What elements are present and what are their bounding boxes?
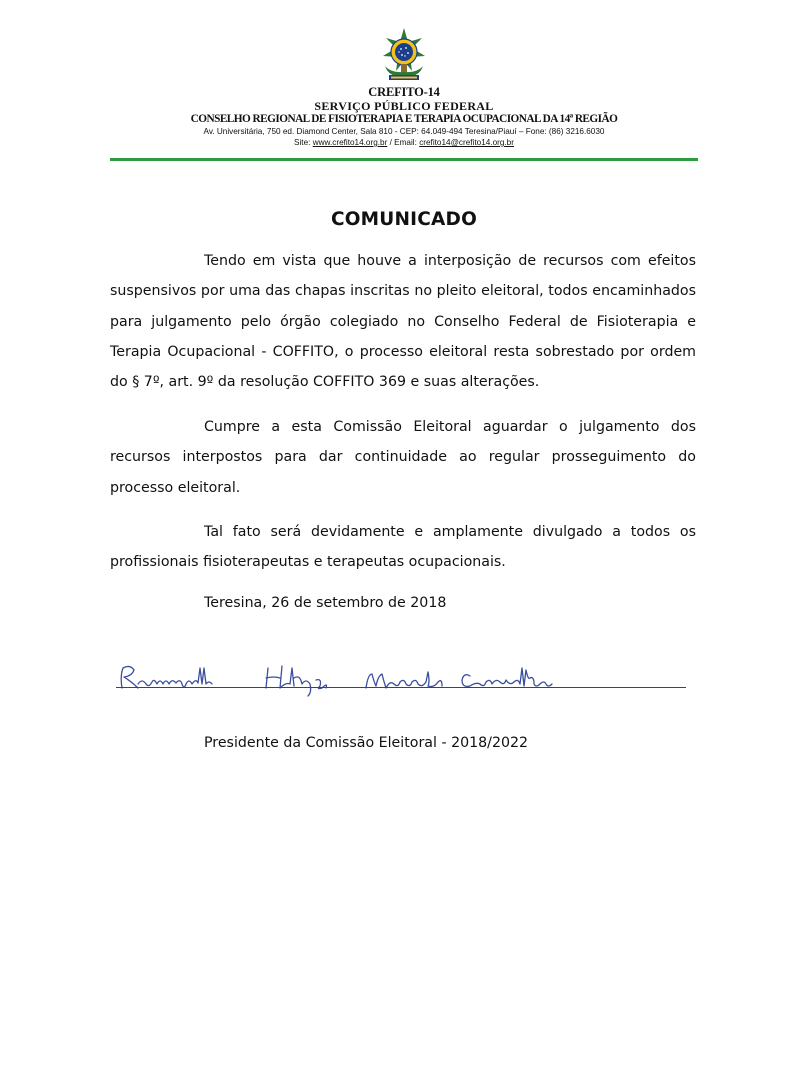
- letterhead: [110, 26, 698, 148]
- email-label: / Email:: [387, 138, 420, 147]
- org-full-name: CONSELHO REGIONAL DE FISIOTERAPIA E TERAPIA OCUPACIONAL DA 14ª REGIÃO: [190, 113, 618, 125]
- signature-line: [116, 687, 686, 688]
- org-address: Av. Universitária, 750 ed. Diamond Center, Sala 810 - CEP: 64.049-494 Teresina/Piauí – Fone: (86) 3216.6030: [203, 127, 605, 136]
- date-line: Teresina, 26 de setembro de 2018: [204, 595, 447, 611]
- org-short-name: CREFITO-14: [368, 85, 440, 99]
- signer-role: Presidente da Comissão Eleitoral - 2018/2022: [204, 735, 529, 751]
- document-title: COMUNICADO: [330, 209, 478, 230]
- site-link[interactable]: www.crefito14.org.br: [312, 138, 388, 147]
- email-link[interactable]: crefito14@crefito14.org.br: [419, 138, 514, 147]
- body-paragraph-2: Cumpre a esta Comissão Eleitoral aguardar o julgamento dos recursos interpostos para dar continuidade ao regular prosseguimento do processo eleitoral.: [110, 419, 696, 496]
- org-contact: [110, 137, 698, 148]
- body-paragraph-1: Tendo em vista que houve a interposição de recursos com efeitos suspensivos por uma das chapas inscritas no pleito eleitoral, todos encaminhados para julgamento pelo órgão colegiado no Conselho Federal de Fisioterapia e Terapia Ocupacional - COFFITO, o processo eleitoral resta sobrestado por ordem do § 7º, art. 9º da resolução COFFITO 369 e suas alterações.: [110, 253, 696, 391]
- handwritten-signature: [116, 656, 576, 700]
- letterhead-divider: [110, 158, 698, 161]
- org-service-line: SERVIÇO PÚBLICO FEDERAL: [314, 99, 494, 113]
- signature-area: [110, 652, 690, 712]
- site-label: Site:: [294, 138, 313, 147]
- brazil-coat-of-arms-icon: [379, 26, 429, 84]
- body-paragraph-3: Tal fato será devidamente e amplamente divulgado a todos os profissionais fisioterapeutas e terapeutas ocupacionais.: [110, 524, 696, 571]
